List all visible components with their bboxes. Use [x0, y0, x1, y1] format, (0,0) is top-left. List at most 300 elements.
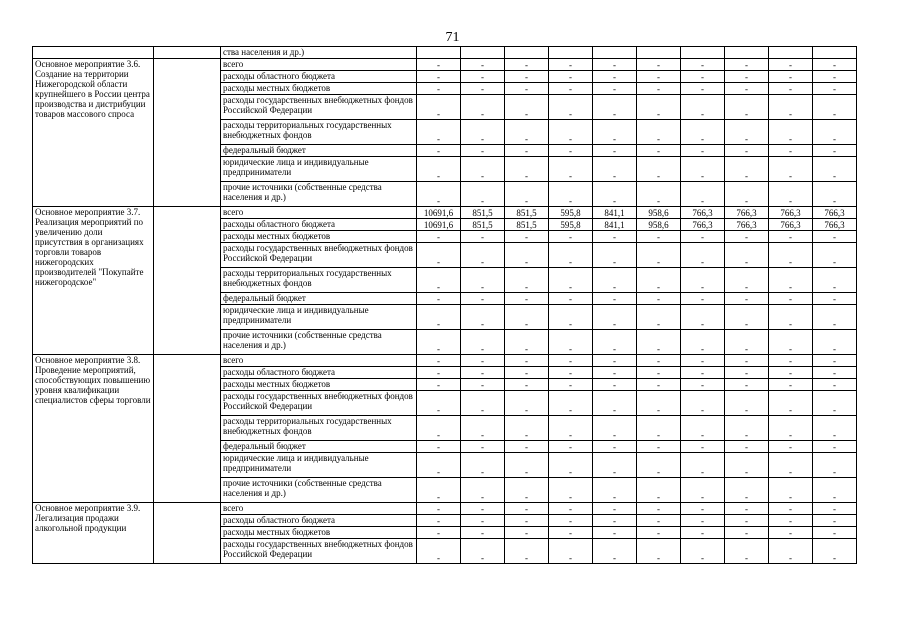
value-cell: - — [417, 539, 461, 564]
value-cell: - — [505, 95, 549, 120]
value-cell: - — [461, 453, 505, 478]
value-cell — [637, 47, 681, 59]
value-cell: - — [505, 416, 549, 441]
value-cell: - — [681, 305, 725, 330]
value-cell: - — [769, 231, 813, 243]
value-cell: - — [725, 453, 769, 478]
activity-title-cell — [33, 47, 154, 59]
value-cell: - — [725, 95, 769, 120]
value-cell: 766,3 — [813, 207, 857, 219]
value-cell: - — [549, 182, 593, 207]
value-cell: - — [417, 355, 461, 367]
value-cell: - — [637, 539, 681, 564]
value-cell: - — [461, 379, 505, 391]
value-cell: - — [813, 59, 857, 71]
value-cell: - — [769, 527, 813, 539]
value-cell: - — [505, 293, 549, 305]
value-cell: - — [637, 416, 681, 441]
value-cell: 10691,6 — [417, 219, 461, 231]
value-cell: - — [725, 441, 769, 453]
value-cell: - — [725, 268, 769, 293]
value-cell: - — [505, 539, 549, 564]
value-cell: - — [637, 305, 681, 330]
value-cell: - — [417, 59, 461, 71]
value-cell: - — [813, 95, 857, 120]
value-cell: - — [725, 305, 769, 330]
value-cell: - — [593, 355, 637, 367]
value-cell — [417, 47, 461, 59]
funding-source-label: всего — [221, 355, 417, 367]
value-cell: - — [813, 478, 857, 503]
value-cell: 851,5 — [505, 219, 549, 231]
value-cell: - — [725, 539, 769, 564]
value-cell: - — [549, 95, 593, 120]
value-cell: - — [637, 527, 681, 539]
value-cell: - — [681, 83, 725, 95]
value-cell: - — [505, 367, 549, 379]
value-cell: - — [769, 367, 813, 379]
value-cell: - — [813, 379, 857, 391]
funding-source-label: всего — [221, 207, 417, 219]
funding-source-label: федеральный бюджет — [221, 441, 417, 453]
value-cell: - — [769, 478, 813, 503]
value-cell: - — [593, 441, 637, 453]
value-cell: - — [461, 367, 505, 379]
value-cell: - — [593, 391, 637, 416]
value-cell: - — [725, 391, 769, 416]
value-cell: - — [637, 231, 681, 243]
value-cell: - — [681, 231, 725, 243]
value-cell: - — [769, 379, 813, 391]
value-cell: - — [681, 453, 725, 478]
value-cell: - — [417, 157, 461, 182]
value-cell: - — [681, 71, 725, 83]
value-cell: - — [593, 515, 637, 527]
value-cell: - — [637, 243, 681, 268]
value-cell: - — [813, 83, 857, 95]
value-cell: - — [505, 515, 549, 527]
value-cell: 841,1 — [593, 219, 637, 231]
value-cell: - — [417, 83, 461, 95]
value-cell: - — [593, 145, 637, 157]
value-cell — [769, 47, 813, 59]
value-cell: - — [637, 293, 681, 305]
value-cell: 595,8 — [549, 207, 593, 219]
value-cell: - — [505, 145, 549, 157]
value-cell: 841,1 — [593, 207, 637, 219]
value-cell: - — [681, 355, 725, 367]
value-cell: 595,8 — [549, 219, 593, 231]
value-cell: - — [593, 243, 637, 268]
value-cell: - — [461, 305, 505, 330]
funding-source-label: расходы областного бюджета — [221, 515, 417, 527]
value-cell: - — [813, 120, 857, 145]
value-cell: - — [681, 391, 725, 416]
value-cell: - — [681, 243, 725, 268]
value-cell: - — [461, 441, 505, 453]
value-cell: - — [549, 231, 593, 243]
value-cell: - — [417, 330, 461, 355]
value-cell: - — [725, 330, 769, 355]
value-cell: - — [725, 355, 769, 367]
value-cell: - — [593, 539, 637, 564]
value-cell: - — [461, 83, 505, 95]
value-cell: 958,6 — [637, 207, 681, 219]
value-cell: - — [417, 182, 461, 207]
value-cell: - — [505, 182, 549, 207]
value-cell: - — [681, 515, 725, 527]
executor-cell — [154, 355, 221, 503]
value-cell: - — [417, 243, 461, 268]
value-cell: - — [769, 441, 813, 453]
funding-source-label: федеральный бюджет — [221, 145, 417, 157]
funding-source-label: федеральный бюджет — [221, 293, 417, 305]
value-cell: - — [637, 59, 681, 71]
value-cell: - — [813, 416, 857, 441]
value-cell: - — [769, 83, 813, 95]
funding-source-label: юридические лица и индивидуальные предприниматели — [221, 157, 417, 182]
value-cell: - — [813, 268, 857, 293]
value-cell: - — [813, 441, 857, 453]
value-cell: - — [813, 539, 857, 564]
value-cell: - — [461, 478, 505, 503]
value-cell: - — [637, 71, 681, 83]
value-cell: - — [417, 145, 461, 157]
value-cell: - — [769, 268, 813, 293]
funding-source-label: прочие источники (собственные средства населения и др.) — [221, 182, 417, 207]
value-cell: - — [769, 243, 813, 268]
value-cell: - — [549, 478, 593, 503]
value-cell: - — [505, 391, 549, 416]
value-cell: - — [417, 231, 461, 243]
value-cell — [725, 47, 769, 59]
value-cell: - — [813, 355, 857, 367]
value-cell: - — [637, 182, 681, 207]
funding-source-label: расходы государственных внебюджетных фондов Российской Федерации — [221, 243, 417, 268]
value-cell: - — [417, 95, 461, 120]
value-cell: - — [549, 503, 593, 515]
funding-source-label: расходы местных бюджетов — [221, 379, 417, 391]
value-cell: - — [505, 59, 549, 71]
value-cell: - — [549, 71, 593, 83]
activity-title: Основное мероприятие 3.7. Реализация мероприятий по увеличению доли присутствия в организациях торговли товаров нижегородских производителей "Покупайте нижегородское" — [35, 207, 144, 287]
funding-source-label: расходы государственных внебюджетных фондов Российской Федерации — [221, 391, 417, 416]
value-cell: - — [725, 182, 769, 207]
value-cell: - — [769, 145, 813, 157]
funding-table — [32, 46, 857, 564]
activity-title-cell — [33, 355, 154, 503]
value-cell: - — [461, 95, 505, 120]
value-cell: - — [549, 157, 593, 182]
value-cell: - — [637, 367, 681, 379]
value-cell: - — [725, 243, 769, 268]
value-cell: - — [417, 305, 461, 330]
page-number: 71 — [445, 30, 460, 45]
value-cell: - — [549, 539, 593, 564]
funding-source-label: прочие источники (собственные средства населения и др.) — [221, 478, 417, 503]
value-cell: - — [681, 145, 725, 157]
value-cell: - — [549, 330, 593, 355]
value-cell: - — [461, 539, 505, 564]
funding-source-label: юридические лица и индивидуальные предприниматели — [221, 453, 417, 478]
value-cell: - — [593, 293, 637, 305]
value-cell: 851,5 — [461, 207, 505, 219]
value-cell: - — [637, 95, 681, 120]
activity-title-cell — [33, 59, 154, 207]
value-cell: - — [725, 515, 769, 527]
value-cell: - — [593, 367, 637, 379]
value-cell: - — [461, 71, 505, 83]
value-cell: - — [813, 243, 857, 268]
value-cell: - — [769, 515, 813, 527]
value-cell: - — [549, 416, 593, 441]
value-cell: - — [769, 416, 813, 441]
value-cell: - — [593, 379, 637, 391]
value-cell: - — [505, 268, 549, 293]
activity-title-cell — [33, 207, 154, 355]
value-cell: - — [593, 71, 637, 83]
value-cell: - — [549, 441, 593, 453]
value-cell: - — [681, 59, 725, 71]
value-cell: - — [505, 503, 549, 515]
value-cell: - — [637, 157, 681, 182]
value-cell — [505, 47, 549, 59]
value-cell: 766,3 — [725, 207, 769, 219]
value-cell: - — [461, 503, 505, 515]
value-cell: - — [725, 231, 769, 243]
executor-cell — [154, 47, 221, 59]
value-cell: - — [813, 305, 857, 330]
value-cell: - — [813, 231, 857, 243]
value-cell: - — [681, 367, 725, 379]
value-cell: 766,3 — [769, 219, 813, 231]
value-cell: - — [637, 268, 681, 293]
value-cell: - — [813, 503, 857, 515]
value-cell: - — [813, 391, 857, 416]
value-cell: - — [461, 59, 505, 71]
activity-title: Основное мероприятие 3.9. Легализация продажи алкогольной продукции — [35, 503, 141, 533]
value-cell: 766,3 — [681, 219, 725, 231]
value-cell: - — [417, 71, 461, 83]
funding-source-label: расходы местных бюджетов — [221, 83, 417, 95]
value-cell: - — [813, 453, 857, 478]
value-cell: - — [505, 527, 549, 539]
value-cell: - — [637, 515, 681, 527]
value-cell: - — [813, 71, 857, 83]
funding-source-label: расходы территориальных государственных внебюджетных фондов — [221, 120, 417, 145]
value-cell: - — [505, 330, 549, 355]
value-cell: - — [725, 416, 769, 441]
value-cell: 851,5 — [461, 219, 505, 231]
value-cell — [813, 47, 857, 59]
funding-source-label: расходы областного бюджета — [221, 71, 417, 83]
value-cell: - — [681, 157, 725, 182]
value-cell: - — [681, 503, 725, 515]
value-cell: - — [637, 453, 681, 478]
value-cell: - — [417, 416, 461, 441]
table-row — [33, 355, 857, 367]
value-cell: - — [637, 83, 681, 95]
value-cell: - — [593, 453, 637, 478]
value-cell — [681, 47, 725, 59]
value-cell: - — [461, 145, 505, 157]
value-cell: - — [681, 527, 725, 539]
value-cell: - — [549, 391, 593, 416]
value-cell: - — [549, 355, 593, 367]
value-cell: - — [769, 59, 813, 71]
value-cell: - — [637, 355, 681, 367]
value-cell: - — [505, 120, 549, 145]
value-cell: - — [813, 527, 857, 539]
value-cell: - — [637, 120, 681, 145]
value-cell: - — [637, 330, 681, 355]
value-cell: - — [637, 145, 681, 157]
value-cell: - — [769, 182, 813, 207]
value-cell: - — [549, 268, 593, 293]
value-cell: 766,3 — [769, 207, 813, 219]
value-cell: 766,3 — [681, 207, 725, 219]
value-cell: - — [813, 145, 857, 157]
value-cell: - — [725, 527, 769, 539]
value-cell: - — [505, 478, 549, 503]
funding-source-label: расходы государственных внебюджетных фондов Российской Федерации — [221, 539, 417, 564]
value-cell: - — [417, 527, 461, 539]
executor-cell — [154, 207, 221, 355]
funding-source-label: расходы областного бюджета — [221, 219, 417, 231]
value-cell: - — [417, 503, 461, 515]
value-cell: - — [769, 157, 813, 182]
value-cell: - — [505, 453, 549, 478]
value-cell: - — [681, 416, 725, 441]
value-cell: - — [417, 268, 461, 293]
value-cell: 958,6 — [637, 219, 681, 231]
value-cell: - — [417, 120, 461, 145]
value-cell — [593, 47, 637, 59]
table-row — [33, 47, 857, 59]
value-cell: - — [461, 268, 505, 293]
funding-source-label: расходы областного бюджета — [221, 367, 417, 379]
funding-source-label: расходы территориальных государственных внебюджетных фондов — [221, 268, 417, 293]
value-cell: - — [725, 145, 769, 157]
value-cell: - — [637, 478, 681, 503]
value-cell: - — [725, 120, 769, 145]
funding-source-label: всего — [221, 59, 417, 71]
value-cell: - — [461, 391, 505, 416]
value-cell: - — [769, 503, 813, 515]
value-cell: - — [593, 305, 637, 330]
table-row — [33, 503, 857, 515]
value-cell: - — [681, 379, 725, 391]
value-cell: - — [725, 293, 769, 305]
value-cell: - — [461, 157, 505, 182]
value-cell: - — [593, 157, 637, 182]
value-cell: - — [505, 305, 549, 330]
value-cell: - — [681, 330, 725, 355]
value-cell: - — [593, 478, 637, 503]
value-cell: - — [813, 293, 857, 305]
value-cell: - — [549, 59, 593, 71]
value-cell: - — [681, 268, 725, 293]
value-cell: - — [417, 391, 461, 416]
value-cell: - — [549, 83, 593, 95]
value-cell: 766,3 — [725, 219, 769, 231]
value-cell: - — [725, 367, 769, 379]
value-cell: - — [769, 120, 813, 145]
funding-source-label: расходы государственных внебюджетных фондов Российской Федерации — [221, 95, 417, 120]
value-cell: - — [725, 503, 769, 515]
funding-source-label: расходы местных бюджетов — [221, 231, 417, 243]
value-cell: - — [549, 367, 593, 379]
value-cell: - — [769, 453, 813, 478]
value-cell: - — [505, 71, 549, 83]
value-cell: - — [417, 515, 461, 527]
value-cell: - — [505, 231, 549, 243]
value-cell: - — [593, 120, 637, 145]
value-cell: - — [681, 441, 725, 453]
funding-source-label: расходы местных бюджетов — [221, 527, 417, 539]
value-cell: - — [681, 120, 725, 145]
value-cell: - — [681, 182, 725, 207]
value-cell: - — [769, 71, 813, 83]
value-cell: - — [725, 59, 769, 71]
funding-source-label: прочие источники (собственные средства населения и др.) — [221, 330, 417, 355]
value-cell: - — [461, 182, 505, 207]
funding-table-body — [33, 47, 857, 564]
value-cell: - — [549, 527, 593, 539]
funding-source-label: юридические лица и индивидуальные предприниматели — [221, 305, 417, 330]
value-cell: - — [505, 157, 549, 182]
value-cell: - — [417, 478, 461, 503]
value-cell: - — [769, 95, 813, 120]
value-cell: - — [505, 379, 549, 391]
value-cell: - — [593, 527, 637, 539]
value-cell: - — [417, 379, 461, 391]
value-cell: - — [593, 83, 637, 95]
value-cell: - — [769, 391, 813, 416]
value-cell: - — [769, 293, 813, 305]
value-cell: - — [681, 95, 725, 120]
value-cell: - — [549, 145, 593, 157]
value-cell: - — [725, 379, 769, 391]
value-cell: - — [461, 355, 505, 367]
value-cell: - — [593, 330, 637, 355]
value-cell: - — [769, 355, 813, 367]
value-cell: - — [461, 243, 505, 268]
value-cell: - — [461, 120, 505, 145]
value-cell: - — [813, 157, 857, 182]
value-cell: - — [549, 305, 593, 330]
value-cell: - — [769, 330, 813, 355]
value-cell: 10691,6 — [417, 207, 461, 219]
value-cell: - — [461, 416, 505, 441]
value-cell: - — [417, 367, 461, 379]
value-cell: - — [593, 95, 637, 120]
value-cell: - — [461, 515, 505, 527]
value-cell: - — [725, 83, 769, 95]
value-cell — [461, 47, 505, 59]
value-cell: - — [593, 268, 637, 293]
value-cell: - — [593, 59, 637, 71]
value-cell: - — [593, 182, 637, 207]
value-cell: - — [725, 478, 769, 503]
value-cell: 766,3 — [813, 219, 857, 231]
funding-source-label: расходы территориальных государственных внебюджетных фондов — [221, 416, 417, 441]
value-cell: - — [769, 305, 813, 330]
value-cell: - — [813, 330, 857, 355]
value-cell: - — [769, 539, 813, 564]
value-cell: - — [593, 503, 637, 515]
value-cell: - — [637, 503, 681, 515]
